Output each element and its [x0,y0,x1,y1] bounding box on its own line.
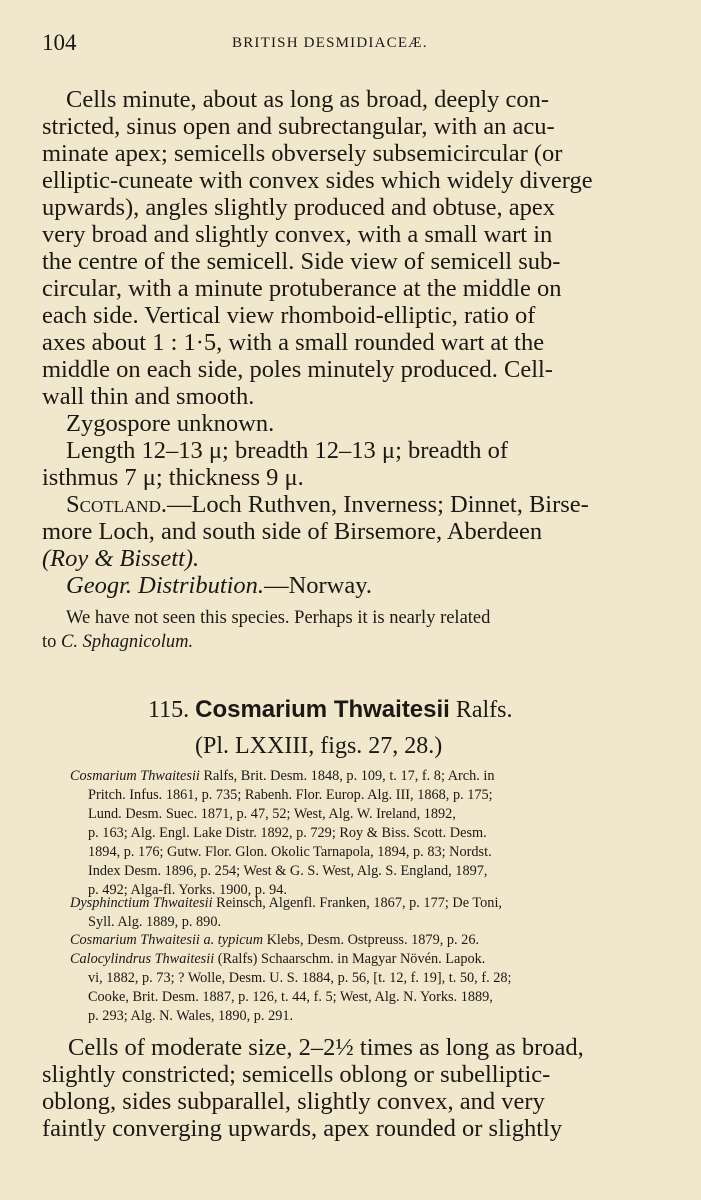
locality-line: more Loch, and south side of Birsemore, Aberdeen [42,518,543,545]
species-name: Cosmarium Thwaitesii [195,696,450,723]
description-line: each side. Vertical view rhomboid-elliptic, ratio of [42,302,536,329]
synonymy-line: Index Desm. 1896, p. 254; West & G. S. West, Alg. S. England, 1897, [88,863,488,879]
synonym-name: Dysphinctium Thwaitesii [70,895,213,911]
synonym-citation: Ralfs, Brit. Desm. 1848, p. 109, t. 17, f. 8; Arch. in [199,768,495,784]
synonymy-line: Cooke, Brit. Desm. 1887, p. 126, t. 44, f. 5; West, Alg. N. Yorks. 1889, [88,989,493,1005]
running-head: BRITISH DESMIDIACEÆ. [232,35,428,51]
locality-line [66,491,589,518]
synonymy-line [70,951,485,968]
remark-line [42,632,193,653]
description-line: Cells minute, about as long as broad, deeply con- [66,86,550,113]
page-header [42,30,661,60]
synonymy-line: 1894, p. 176; Gutw. Flor. Glon. Okolic Tarnapola, 1894, p. 83; Nordst. [88,844,492,860]
synonym-citation: (Ralfs) Schaarschm. in Magyar Növén. Lapok. [214,951,486,967]
synonymy-line [70,932,479,949]
page-number: 104 [42,30,77,55]
measurements-line: isthmus 7 μ; thickness 9 μ. [42,464,304,491]
description-line: minate apex; semicells obversely subsemicircular (or [42,140,563,167]
distribution-line [66,572,372,599]
description-line: very broad and slightly convex, with a small wart in [42,221,553,248]
description-line: axes about 1 : 1·5, with a small rounded wart at the [42,329,545,356]
species-author: Ralfs. [455,697,513,723]
remark-prefix: to [42,632,62,652]
synonymy-line: Syll. Alg. 1889, p. 890. [88,914,222,930]
distribution-value: —Norway. [264,572,373,599]
synonymy-line [70,768,495,785]
remark-line: We have not seen this species. Perhaps it is nearly related [66,608,491,628]
zygospore-note: Zygospore unknown. [66,410,275,437]
description-line: slightly constricted; semicells oblong or subelliptic- [42,1061,551,1088]
description-line: circular, with a minute protuberance at the middle on [42,275,562,302]
locality-text: —Loch Ruthven, Inverness; Dinnet, Birse- [166,491,589,518]
synonym-citation: Reinsch, Algenfl. Franken, 1867, p. 177; De Toni, [212,895,502,911]
measurements-line: Length 12–13 μ; breadth 12–13 μ; breadth of [66,437,508,464]
plate-reference: (Pl. LXXIII, figs. 27, 28.) [195,733,443,759]
description-line: the centre of the semicell. Side view of semicell sub- [42,248,561,275]
synonym-name: Cosmarium Thwaitesii [70,768,200,784]
synonym-citation: Klebs, Desm. Ostpreuss. 1879, p. 26. [263,932,480,948]
distribution-label: Geogr. Distribution. [66,572,265,599]
description-line: Cells of moderate size, 2–2½ times as long as broad, [68,1034,584,1061]
species-heading [148,696,513,724]
description-line: middle on each side, poles minutely produced. Cell- [42,356,553,383]
description-line: stricted, sinus open and subrectangular, with an acu- [42,113,555,140]
description-line: wall thin and smooth. [42,383,255,410]
synonymy-line: p. 293; Alg. N. Wales, 1890, p. 291. [88,1008,294,1024]
synonymy-line: Lund. Desm. Suec. 1871, p. 47, 52; West, Alg. W. Ireland, 1892, [88,806,456,822]
synonymy-line [70,895,502,912]
description-line: elliptic-cuneate with convex sides which widely diverge [42,167,593,194]
synonymy-line: vi, 1882, p. 73; ? Wolle, Desm. U. S. 1884, p. 56, [t. 12, f. 19], t. 50, f. 28; [88,970,512,986]
description-line: oblong, sides subparallel, slightly convex, and very [42,1088,545,1115]
synonym-name: Cosmarium Thwaitesii a. typicum [70,932,264,948]
description-line: upwards), angles slightly produced and obtuse, apex [42,194,556,221]
synonymy-line: p. 492; Alga-fl. Yorks. 1900, p. 94. [88,882,287,898]
synonym-name: Calocylindrus Thwaitesii [70,951,215,967]
species-number: 115. [148,697,190,723]
synonymy-line: p. 163; Alg. Engl. Lake Distr. 1892, p. 729; Roy & Biss. Scott. Desm. [88,825,487,841]
locality-region: Scotland. [66,491,167,518]
synonymy-line: Pritch. Infus. 1861, p. 735; Rabenh. Flor. Europ. Alg. III, 1868, p. 175; [88,787,493,803]
locality-collectors: (Roy & Bissett). [42,545,200,572]
remark-species: C. Sphagnicolum. [61,632,194,652]
description-line: faintly converging upwards, apex rounded or slightly [42,1115,563,1142]
